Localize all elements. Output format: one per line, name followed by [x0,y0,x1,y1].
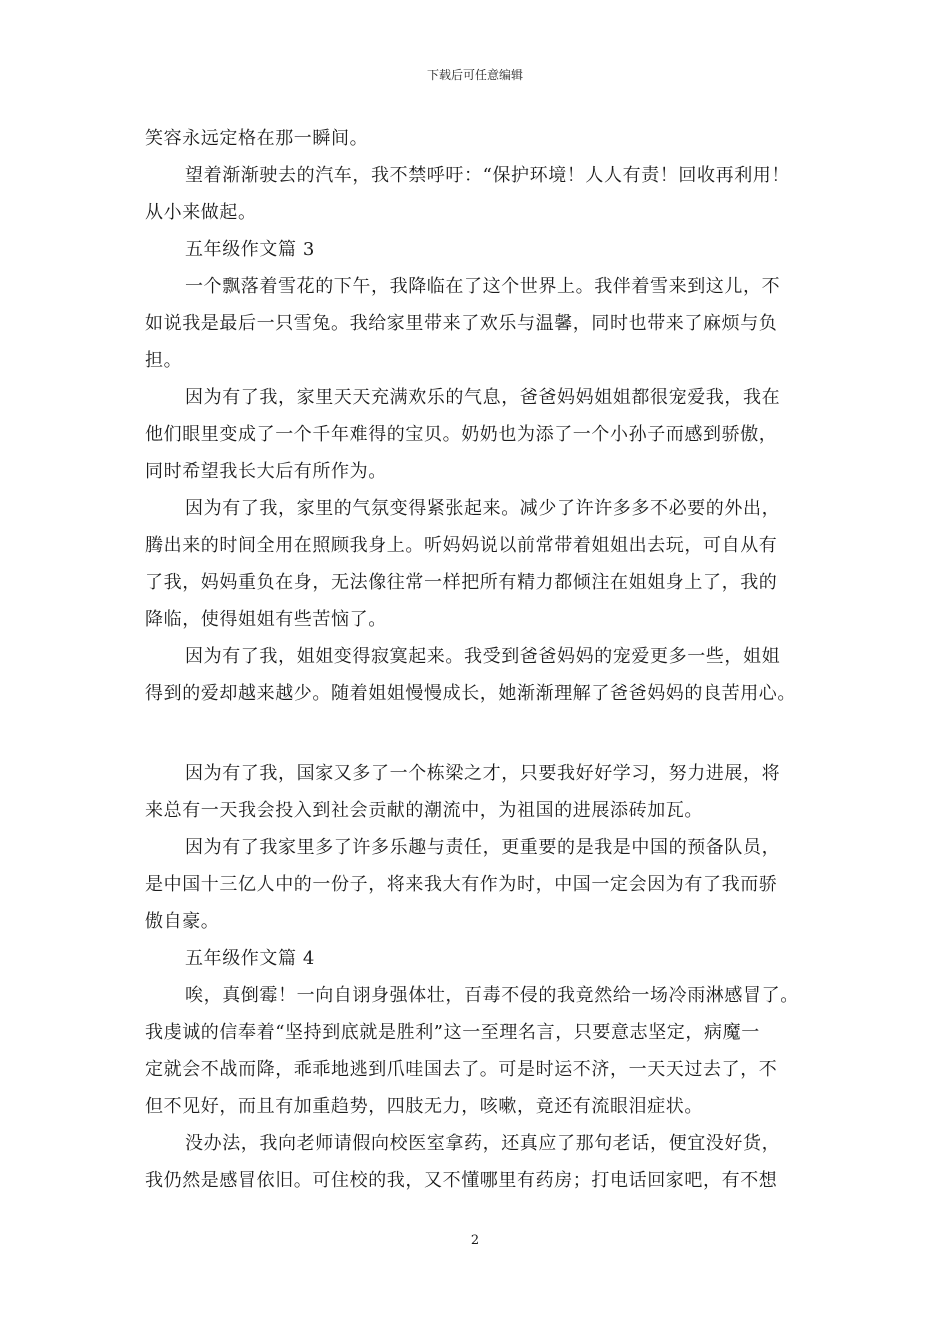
document-body [145,120,825,1199]
section-heading: 五年级作文篇 3 [185,239,315,260]
text-line: 一个飘落着雪花的下午，我降临在了这个世界上。我伴着雪来到这儿，不 [185,276,781,297]
page-header: 下载后可任意编辑 [426,68,523,82]
text-line: 来总有一天我会投入到社会贡献的潮流中，为祖国的进展添砖加瓦。 [145,800,703,821]
text-line: 腾出来的时间全用在照顾我身上。听妈妈说以前常带着姐姐出去玩，可自从有 [145,535,778,556]
text-line: 因为有了我，姐姐变得寂寞起来。我受到爸爸妈妈的宠爱更多一些，姐姐 [185,646,781,667]
text-line: 我仍然是感冒依旧。可住校的我，又不懂哪里有药房；打电话回家吧，有不想 [145,1170,778,1191]
text-line: 因为有了我，家里的气氛变得紧张起来。减少了许许多多不必要的外出， [185,498,781,519]
text-line: 担。 [145,350,183,371]
text-line: 是中国十三亿人中的一份子，将来我大有作为时，中国一定会因为有了我而骄 [145,874,778,895]
text-line: 他们眼里变成了一个千年难得的宝贝。奶奶也为添了一个小孙子而感到骄傲， [145,424,778,445]
text-line: 望着渐渐驶去的汽车，我不禁呼吁：“保护环境！人人有责！回收再利用！ [185,165,790,186]
text-line: 降临，使得姐姐有些苦恼了。 [145,609,387,630]
text-line: 因为有了我，国家又多了一个栋梁之才，只要我好好学习，努力进展，将 [185,763,781,784]
text-line: 但不见好，而且有加重趋势，四肢无力，咳嗽，竟还有流眼泪症状。 [145,1096,703,1117]
text-line: 没办法，我向老师请假向校医室拿药，还真应了那句老话，便宜没好货， [185,1133,781,1154]
text-line: 因为有了我家里多了许多乐趣与责任，更重要的是我是中国的预备队员， [185,837,781,858]
text-line: 从小来做起。 [145,202,257,223]
text-line: 了我，妈妈重负在身，无法像往常一样把所有精力都倾注在姐姐身上了，我的 [145,572,778,593]
paragraph-gap [145,712,825,755]
text-line: 唉，真倒霉！一向自诩身强体壮，百毒不侵的我竟然给一场冷雨淋感冒了。 [185,985,799,1006]
text-line: 如说我是最后一只雪兔。我给家里带来了欢乐与温馨，同时也带来了麻烦与负 [145,313,778,334]
text-line: 定就会不战而降，乖乖地逃到爪哇国去了。可是时运不济，一天天过去了，不 [145,1059,778,1080]
section-heading: 五年级作文篇 4 [185,948,315,969]
text-line: 笑容永远定格在那一瞬间。 [145,128,369,149]
page-number: 2 [470,1233,480,1248]
text-line: 我虔诚的信奉着“坚持到底就是胜利”这一至理名言，只要意志坚定，病魔一 [145,1022,760,1043]
text-line: 得到的爱却越来越少。随着姐姐慢慢成长，她渐渐理解了爸爸妈妈的良苦用心。 [145,683,796,704]
text-line: 因为有了我，家里天天充满欢乐的气息，爸爸妈妈姐姐都很宠爱我，我在 [185,387,781,408]
text-line: 同时希望我长大后有所作为。 [145,461,387,482]
text-line: 傲自豪。 [145,911,220,932]
